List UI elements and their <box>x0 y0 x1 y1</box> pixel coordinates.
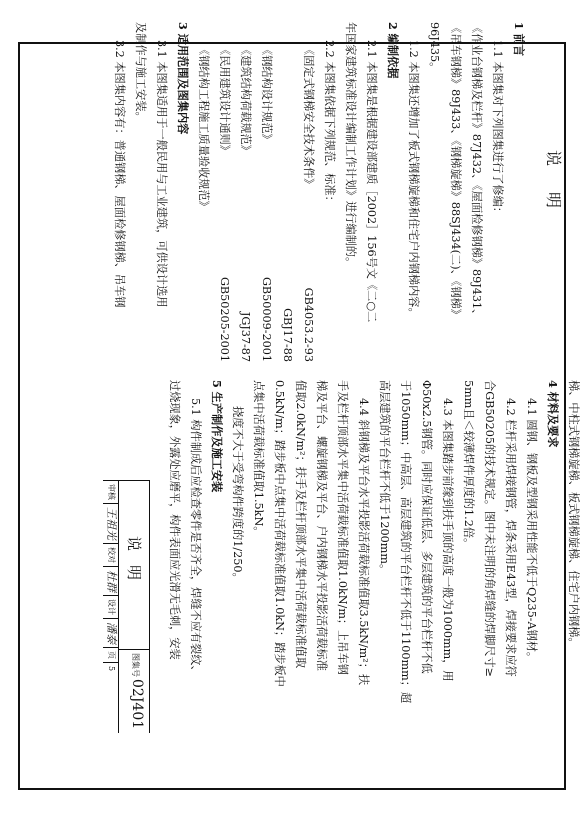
text-line-s5_1a: 过烧现象，外露处应磨平，构件表面应光滑无毛刺，安装 <box>168 380 181 660</box>
standard-code: GBJ17-88 <box>281 308 294 362</box>
text-line-s4_2b: 5mm且＜较薄焊件厚度的1.2倍。 <box>462 380 475 550</box>
page-number: 5 <box>107 666 116 672</box>
standard-item <box>235 22 256 362</box>
check-signature: 杜群 <box>103 567 119 596</box>
text-line-s3_1a: 及制作与施工安装。 <box>134 22 147 123</box>
right-text-block <box>164 380 580 732</box>
standard-name: 《固定式钢梯安全技术条件》 <box>302 44 315 190</box>
atlas-label: 图集号 <box>131 653 140 677</box>
standard-code: GB50205-2001 <box>218 277 231 362</box>
design-signature: 潘泰 <box>103 619 119 648</box>
standard-item <box>277 22 298 362</box>
text-line-s2_1a: 年国家建筑标准设计编制工作计划》进行编制的。 <box>344 22 357 269</box>
text-line-s4_2: 4.2 栏杆采用焊接钢管，焊条采用E43型，焊接要求应符 <box>504 398 517 677</box>
text-line-s4_4a: 手及栏杆顶部水平集中活荷载标准值取1.0kN/m；上吊车钢 <box>336 380 349 675</box>
text-line-s3_2: 3.2 本图集内容有：普通钢梯、屋面检修钢梯、吊车钢 <box>113 40 126 308</box>
review-signature: 王祖光 <box>103 504 119 544</box>
text-line-s1_1c: 96J435。 <box>428 22 441 74</box>
signature-row <box>103 481 119 733</box>
title-block-name: 说明 <box>118 481 149 650</box>
text-line-s4_4e: 点集中活荷载标准值取1.5kN。 <box>252 380 265 538</box>
design-label: 设计 <box>103 596 119 619</box>
text-line-s4_4b: 梯及平台、螺旋钢梯及平台、户内钢梯水平投影活荷载标准 <box>315 380 328 671</box>
right-column <box>102 380 580 732</box>
atlas-number: 02J401 <box>129 679 145 730</box>
standard-name: 《钢结构工程施工质量验收规范》 <box>197 44 210 212</box>
left-text-block <box>319 22 529 362</box>
text-line-s2: 2 编制依据 <box>386 22 400 79</box>
text-line-s4_2a: 合GB50205的技术规定。图中未注明的角焊缝的焊脚尺寸≥ <box>483 380 496 678</box>
standard-item <box>298 22 319 362</box>
check-label: 校对 <box>103 544 119 567</box>
text-line-s1_1b: 《吊车钢梯》89J433、《钢梯旋梯》88SJ434(二)、《钢梯》 <box>449 22 462 320</box>
text-line-s5_1: 5.1 构件制成后应检查零件是否齐全，焊缝不应有裂纹、 <box>189 398 202 677</box>
standard-code: JGJ37-87 <box>239 311 252 362</box>
text-line-s4_1: 4.1 圆钢、钢板及型钢采用性能不低于Q235-A钢材。 <box>525 398 538 664</box>
left-text-block-2 <box>109 22 193 362</box>
standard-name: 《民用建筑设计通则》 <box>218 44 231 156</box>
text-line-s3: 3 适用范围及图集内容 <box>176 22 190 135</box>
text-line-s4_3b: 于1050mm；中高层、高层建筑的平台栏杆不低于1100mm；超 <box>399 380 412 704</box>
text-line-s4: 4 材料及要求 <box>546 380 560 448</box>
standard-item <box>256 22 277 362</box>
page-title: 说明 <box>544 149 563 234</box>
text-line-s2_2: 2.2 本图集依据下列规范、标准： <box>323 40 336 207</box>
text-line-s4_4: 4.4 斜钢梯及平台水平投影活荷载标准值取3.5kN/m²；扶 <box>357 398 370 686</box>
standard-item <box>193 22 214 362</box>
text-line-s4_4d: 0.5kN/m；踏步板中点集中活荷载标准值取1.0kN；踏步板中 <box>273 380 286 687</box>
text-line-s3_1: 3.1 本图集适用于一般民用与工业建筑，可供设计选用 <box>155 40 168 308</box>
standard-item <box>214 22 235 362</box>
atlas-number-cell <box>118 649 149 733</box>
standard-code: GB50009-2001 <box>260 277 273 362</box>
text-line-r0: 梯、中柱式钢梯旋梯、板式钢梯旋梯、住宅户内钢梯。 <box>567 380 580 649</box>
text-line-s4_5: 挠度不大于受弯构件跨度的1/250。 <box>231 406 244 584</box>
rotated-page <box>102 22 580 732</box>
standard-code: GB4053.2-93 <box>302 287 315 362</box>
text-line-s1_1: 1.1 本图集对下列图集进行了修编： <box>491 40 504 218</box>
text-line-s4_3a: Φ50x2.5钢管。同时应保证低层、多层建筑的平台栏杆不低 <box>420 380 433 674</box>
text-line-s1_2: 1.2 本图集还增加了板式钢梯旋梯和住宅户内钢梯内容。 <box>407 40 420 319</box>
text-line-s1: 1 前言 <box>512 22 526 57</box>
text-line-s4_4c: 值取2.0kN/m²；扶手及栏杆顶部水平集中活荷载标准值取 <box>294 380 307 669</box>
standard-name: 《建筑结构荷载规范》 <box>239 44 252 156</box>
text-line-s4_3c: 高层建筑的平台栏杆不低于1200mm。 <box>378 380 391 576</box>
title-block <box>103 480 150 733</box>
standards-list <box>193 22 319 362</box>
text-line-s1_1a: 《作业台钢梯及栏杆》87J432、《屋面检修钢梯》89J431、 <box>470 22 483 321</box>
review-label: 审核 <box>103 481 119 504</box>
page-label: 页 <box>103 648 119 663</box>
left-column <box>102 22 580 362</box>
text-line-s5: 5 生产制作及施工安装 <box>210 380 224 493</box>
text-line-s4_3: 4.3 本图集踏步前缘到扶手顶的高度一般为1000mm，用 <box>441 398 454 682</box>
standard-name: 《钢结构设计规范》 <box>260 44 273 145</box>
text-line-s2_1: 2.1 本图集是根据建设部建质［2002］156号文《二○二 <box>365 40 378 323</box>
